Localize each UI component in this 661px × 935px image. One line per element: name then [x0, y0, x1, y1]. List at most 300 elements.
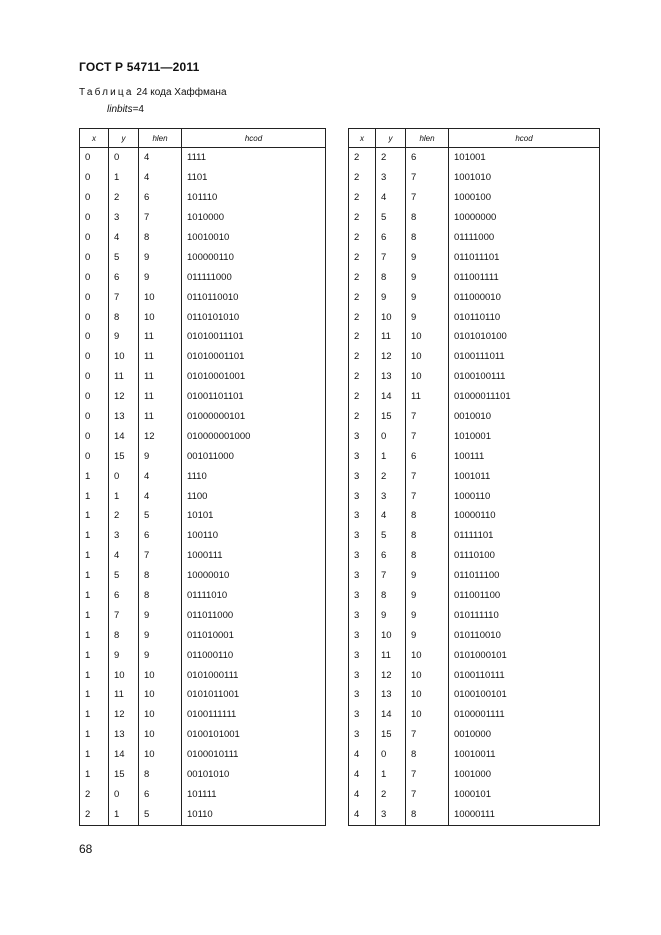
cell-y: 11 [109, 367, 139, 387]
cell-hlen: 10 [139, 287, 182, 307]
cell-hlen: 8 [139, 765, 182, 785]
table-row [80, 605, 326, 625]
cell-hlen: 6 [139, 785, 182, 805]
table-row [349, 665, 600, 685]
cell-y: 13 [376, 367, 406, 387]
cell-hcod: 011001100 [449, 586, 600, 606]
cell-hcod: 1000101 [449, 785, 600, 805]
cell-y: 4 [376, 506, 406, 526]
table-row [349, 148, 600, 168]
cell-x: 3 [349, 665, 376, 685]
cell-hlen: 4 [139, 168, 182, 188]
table-row [349, 307, 600, 327]
cell-hcod: 0100100111 [449, 367, 600, 387]
cell-hcod: 1101 [182, 168, 326, 188]
cell-y: 6 [376, 546, 406, 566]
cell-hlen: 6 [406, 446, 449, 466]
cell-x: 0 [80, 228, 109, 248]
cell-y: 12 [109, 387, 139, 407]
table-row [349, 228, 600, 248]
table-row [349, 804, 600, 826]
cell-x: 1 [80, 725, 109, 745]
cell-x: 2 [80, 785, 109, 805]
cell-hlen: 9 [139, 625, 182, 645]
cell-hlen: 10 [139, 725, 182, 745]
cell-hcod: 0100001111 [449, 705, 600, 725]
table-row [80, 287, 326, 307]
cell-y: 8 [376, 586, 406, 606]
cell-x: 1 [80, 685, 109, 705]
cell-hlen: 7 [139, 546, 182, 566]
table-row [349, 426, 600, 446]
cell-x: 1 [80, 546, 109, 566]
cell-y: 6 [376, 228, 406, 248]
cell-hcod: 011111000 [182, 267, 326, 287]
cell-hcod: 101110 [182, 188, 326, 208]
table-row [80, 566, 326, 586]
cell-y: 1 [376, 446, 406, 466]
column-header-x: x [80, 129, 109, 148]
table-row [80, 586, 326, 606]
cell-hcod: 1000100 [449, 188, 600, 208]
cell-hlen: 11 [406, 387, 449, 407]
cell-y: 13 [109, 407, 139, 427]
cell-y: 15 [376, 725, 406, 745]
table-row [349, 586, 600, 606]
cell-hlen: 7 [406, 168, 449, 188]
table-row [80, 307, 326, 327]
table-row [80, 546, 326, 566]
cell-x: 0 [80, 446, 109, 466]
cell-x: 0 [80, 148, 109, 168]
table-row [349, 188, 600, 208]
cell-x: 1 [80, 506, 109, 526]
table-row [349, 745, 600, 765]
cell-hcod: 01110100 [449, 546, 600, 566]
cell-hcod: 1110 [182, 466, 326, 486]
table-row [80, 168, 326, 188]
cell-hcod: 010111110 [449, 605, 600, 625]
table-row [349, 645, 600, 665]
cell-x: 3 [349, 625, 376, 645]
cell-hcod: 0100100101 [449, 685, 600, 705]
table-row [80, 625, 326, 645]
cell-hcod: 1001010 [449, 168, 600, 188]
cell-hlen: 4 [139, 486, 182, 506]
cell-y: 10 [376, 307, 406, 327]
cell-x: 2 [349, 387, 376, 407]
cell-x: 2 [349, 287, 376, 307]
table-row [349, 685, 600, 705]
huffman-table-left [79, 128, 326, 826]
cell-x: 3 [349, 685, 376, 705]
cell-y: 4 [376, 188, 406, 208]
table-row [349, 208, 600, 228]
cell-y: 11 [376, 327, 406, 347]
table-row [80, 407, 326, 427]
cell-hlen: 5 [139, 804, 182, 826]
cell-hlen: 9 [406, 605, 449, 625]
cell-y: 2 [109, 506, 139, 526]
cell-y: 3 [109, 208, 139, 228]
cell-hlen: 4 [139, 148, 182, 168]
cell-hcod: 01010011101 [182, 327, 326, 347]
table-row [349, 566, 600, 586]
cell-x: 0 [80, 188, 109, 208]
column-header-hlen: hlen [406, 129, 449, 148]
cell-y: 4 [109, 228, 139, 248]
column-header-y: y [109, 129, 139, 148]
cell-y: 14 [376, 387, 406, 407]
cell-hlen: 8 [406, 745, 449, 765]
cell-hcod: 100111 [449, 446, 600, 466]
cell-hlen: 9 [139, 446, 182, 466]
table-row [349, 446, 600, 466]
cell-x: 1 [80, 765, 109, 785]
table-row [349, 546, 600, 566]
cell-hlen: 7 [139, 208, 182, 228]
cell-hlen: 7 [406, 785, 449, 805]
table-row [80, 327, 326, 347]
cell-x: 3 [349, 466, 376, 486]
table-row [80, 645, 326, 665]
cell-x: 3 [349, 705, 376, 725]
cell-hcod: 0101000111 [182, 665, 326, 685]
cell-hcod: 0100111111 [182, 705, 326, 725]
table-row [349, 605, 600, 625]
table-row [80, 148, 326, 168]
cell-y: 3 [376, 804, 406, 826]
cell-x: 0 [80, 347, 109, 367]
cell-hlen: 10 [139, 745, 182, 765]
table-row [80, 506, 326, 526]
cell-x: 2 [349, 407, 376, 427]
cell-hcod: 0100010111 [182, 745, 326, 765]
table-row [80, 347, 326, 367]
cell-x: 0 [80, 387, 109, 407]
cell-hcod: 011011000 [182, 605, 326, 625]
table-row [80, 367, 326, 387]
cell-hlen: 11 [139, 407, 182, 427]
cell-hlen: 5 [139, 506, 182, 526]
table-row [80, 705, 326, 725]
cell-x: 0 [80, 426, 109, 446]
cell-y: 0 [109, 148, 139, 168]
table-row [349, 725, 600, 745]
cell-hcod: 01010001001 [182, 367, 326, 387]
cell-x: 1 [80, 586, 109, 606]
cell-y: 8 [109, 625, 139, 645]
cell-y: 1 [109, 486, 139, 506]
cell-hcod: 0101011001 [182, 685, 326, 705]
cell-hcod: 10010011 [449, 745, 600, 765]
table-row [80, 725, 326, 745]
cell-y: 5 [376, 208, 406, 228]
cell-hlen: 8 [406, 506, 449, 526]
cell-hcod: 01111010 [182, 586, 326, 606]
cell-y: 9 [376, 605, 406, 625]
cell-hcod: 101001 [449, 148, 600, 168]
cell-hcod: 011010001 [182, 625, 326, 645]
cell-y: 7 [376, 247, 406, 267]
cell-x: 1 [80, 566, 109, 586]
cell-y: 9 [376, 287, 406, 307]
cell-y: 8 [109, 307, 139, 327]
table-row [349, 287, 600, 307]
cell-hlen: 9 [406, 287, 449, 307]
cell-hcod: 011011101 [449, 247, 600, 267]
cell-x: 3 [349, 566, 376, 586]
cell-y: 13 [376, 685, 406, 705]
cell-y: 9 [109, 645, 139, 665]
table-row [80, 486, 326, 506]
document-header: ГОСТ Р 54711—2011 [79, 60, 200, 74]
cell-hlen: 10 [406, 685, 449, 705]
cell-y: 13 [109, 725, 139, 745]
cell-x: 2 [349, 247, 376, 267]
table-row [80, 466, 326, 486]
table-row [349, 267, 600, 287]
cell-hlen: 8 [406, 804, 449, 826]
cell-y: 4 [109, 546, 139, 566]
cell-hcod: 0110101010 [182, 307, 326, 327]
cell-x: 2 [349, 148, 376, 168]
cell-x: 2 [349, 307, 376, 327]
cell-hlen: 10 [139, 685, 182, 705]
cell-x: 2 [80, 804, 109, 826]
cell-x: 4 [349, 804, 376, 826]
cell-hlen: 6 [139, 526, 182, 546]
cell-hlen: 7 [406, 486, 449, 506]
cell-hcod: 010110110 [449, 307, 600, 327]
cell-x: 0 [80, 327, 109, 347]
cell-y: 12 [376, 347, 406, 367]
cell-hcod: 0100110111 [449, 665, 600, 685]
cell-hcod: 0100111011 [449, 347, 600, 367]
column-header-hcod: hcod [449, 129, 600, 148]
cell-hcod: 0010010 [449, 407, 600, 427]
cell-hcod: 1000110 [449, 486, 600, 506]
cell-x: 1 [80, 645, 109, 665]
cell-x: 2 [349, 228, 376, 248]
cell-hlen: 9 [406, 625, 449, 645]
cell-hcod: 001011000 [182, 446, 326, 466]
linbits-value: =4 [132, 104, 144, 115]
cell-hlen: 9 [139, 247, 182, 267]
table-row [80, 665, 326, 685]
cell-y: 6 [109, 267, 139, 287]
cell-x: 3 [349, 725, 376, 745]
cell-y: 2 [376, 785, 406, 805]
cell-y: 7 [376, 566, 406, 586]
cell-hlen: 12 [139, 426, 182, 446]
cell-hcod: 011011100 [449, 566, 600, 586]
cell-hlen: 7 [406, 426, 449, 446]
cell-x: 1 [80, 605, 109, 625]
cell-x: 1 [80, 745, 109, 765]
cell-hcod: 1111 [182, 148, 326, 168]
cell-hcod: 01111000 [449, 228, 600, 248]
cell-hlen: 10 [139, 705, 182, 725]
table-row [80, 208, 326, 228]
cell-y: 2 [376, 466, 406, 486]
cell-hcod: 01111101 [449, 526, 600, 546]
cell-y: 2 [109, 188, 139, 208]
cell-hlen: 8 [406, 228, 449, 248]
cell-hlen: 8 [139, 228, 182, 248]
cell-y: 15 [109, 446, 139, 466]
cell-hcod: 10000111 [449, 804, 600, 826]
table-caption [79, 87, 227, 98]
cell-hcod: 0010000 [449, 725, 600, 745]
huffman-table-right [348, 128, 600, 826]
cell-x: 3 [349, 605, 376, 625]
table-row [349, 247, 600, 267]
cell-x: 2 [349, 168, 376, 188]
cell-hlen: 6 [139, 188, 182, 208]
table-row [80, 228, 326, 248]
cell-hlen: 10 [139, 665, 182, 685]
table-row [80, 426, 326, 446]
cell-x: 4 [349, 765, 376, 785]
cell-y: 5 [109, 247, 139, 267]
cell-x: 1 [80, 705, 109, 725]
table-row [349, 506, 600, 526]
cell-x: 3 [349, 506, 376, 526]
cell-x: 2 [349, 188, 376, 208]
cell-hcod: 10110 [182, 804, 326, 826]
cell-x: 3 [349, 546, 376, 566]
cell-x: 0 [80, 247, 109, 267]
cell-hlen: 7 [406, 188, 449, 208]
cell-hlen: 10 [139, 307, 182, 327]
table-caption-text: 24 кода Хаффмана [133, 87, 227, 98]
table-row [349, 367, 600, 387]
column-header-hlen: hlen [139, 129, 182, 148]
cell-y: 6 [109, 586, 139, 606]
table-row [349, 765, 600, 785]
cell-y: 8 [376, 267, 406, 287]
cell-y: 12 [376, 665, 406, 685]
cell-hlen: 4 [139, 466, 182, 486]
cell-hcod: 10101 [182, 506, 326, 526]
cell-hcod: 10000110 [449, 506, 600, 526]
cell-hlen: 10 [406, 327, 449, 347]
cell-hlen: 9 [139, 267, 182, 287]
cell-x: 2 [349, 327, 376, 347]
cell-hlen: 8 [406, 526, 449, 546]
cell-y: 14 [376, 705, 406, 725]
cell-y: 12 [109, 705, 139, 725]
cell-hcod: 010000001000 [182, 426, 326, 446]
table-row [349, 466, 600, 486]
table-row [80, 745, 326, 765]
cell-hlen: 8 [406, 546, 449, 566]
cell-x: 1 [80, 625, 109, 645]
table-row [80, 247, 326, 267]
table-header-row [80, 129, 326, 148]
cell-x: 2 [349, 367, 376, 387]
cell-y: 10 [109, 665, 139, 685]
table-row [349, 168, 600, 188]
cell-hlen: 7 [406, 765, 449, 785]
cell-hcod: 0101010100 [449, 327, 600, 347]
table-row [80, 446, 326, 466]
table-row [80, 188, 326, 208]
linbits-name: linbits [107, 104, 133, 115]
cell-hlen: 10 [406, 645, 449, 665]
cell-hcod: 1000111 [182, 546, 326, 566]
cell-hlen: 11 [139, 387, 182, 407]
cell-x: 0 [80, 208, 109, 228]
cell-hcod: 01000000101 [182, 407, 326, 427]
table-row [349, 327, 600, 347]
table-row [80, 765, 326, 785]
cell-x: 0 [80, 307, 109, 327]
table-row [349, 407, 600, 427]
column-header-hcod: hcod [182, 129, 326, 148]
cell-y: 14 [109, 745, 139, 765]
cell-y: 0 [109, 785, 139, 805]
cell-y: 5 [376, 526, 406, 546]
cell-x: 3 [349, 486, 376, 506]
cell-x: 3 [349, 526, 376, 546]
cell-x: 0 [80, 407, 109, 427]
column-header-x: x [349, 129, 376, 148]
table-row [80, 526, 326, 546]
cell-hlen: 11 [139, 367, 182, 387]
table-row [349, 486, 600, 506]
cell-y: 15 [109, 765, 139, 785]
cell-y: 3 [376, 486, 406, 506]
cell-x: 4 [349, 745, 376, 765]
cell-hcod: 100000110 [182, 247, 326, 267]
cell-hcod: 1001000 [449, 765, 600, 785]
cell-y: 1 [109, 168, 139, 188]
linbits-note [107, 104, 144, 115]
cell-hcod: 011001111 [449, 267, 600, 287]
cell-hlen: 8 [139, 586, 182, 606]
cell-y: 9 [109, 327, 139, 347]
table-row [349, 387, 600, 407]
table-row [80, 804, 326, 826]
cell-x: 2 [349, 347, 376, 367]
cell-x: 0 [80, 267, 109, 287]
cell-y: 11 [376, 645, 406, 665]
cell-hlen: 7 [406, 466, 449, 486]
cell-hlen: 10 [406, 665, 449, 685]
cell-hlen: 8 [139, 566, 182, 586]
cell-hcod: 1010001 [449, 426, 600, 446]
cell-hlen: 8 [406, 208, 449, 228]
cell-y: 10 [376, 625, 406, 645]
cell-hlen: 6 [406, 148, 449, 168]
cell-hlen: 7 [406, 407, 449, 427]
table-row [80, 785, 326, 805]
cell-y: 1 [376, 765, 406, 785]
cell-x: 1 [80, 466, 109, 486]
table-header-row [349, 129, 600, 148]
cell-hlen: 9 [406, 586, 449, 606]
cell-y: 15 [376, 407, 406, 427]
table-row [80, 267, 326, 287]
cell-hlen: 9 [406, 566, 449, 586]
cell-x: 2 [349, 267, 376, 287]
cell-hlen: 9 [406, 247, 449, 267]
cell-hlen: 10 [406, 705, 449, 725]
cell-y: 3 [109, 526, 139, 546]
cell-hlen: 10 [406, 347, 449, 367]
